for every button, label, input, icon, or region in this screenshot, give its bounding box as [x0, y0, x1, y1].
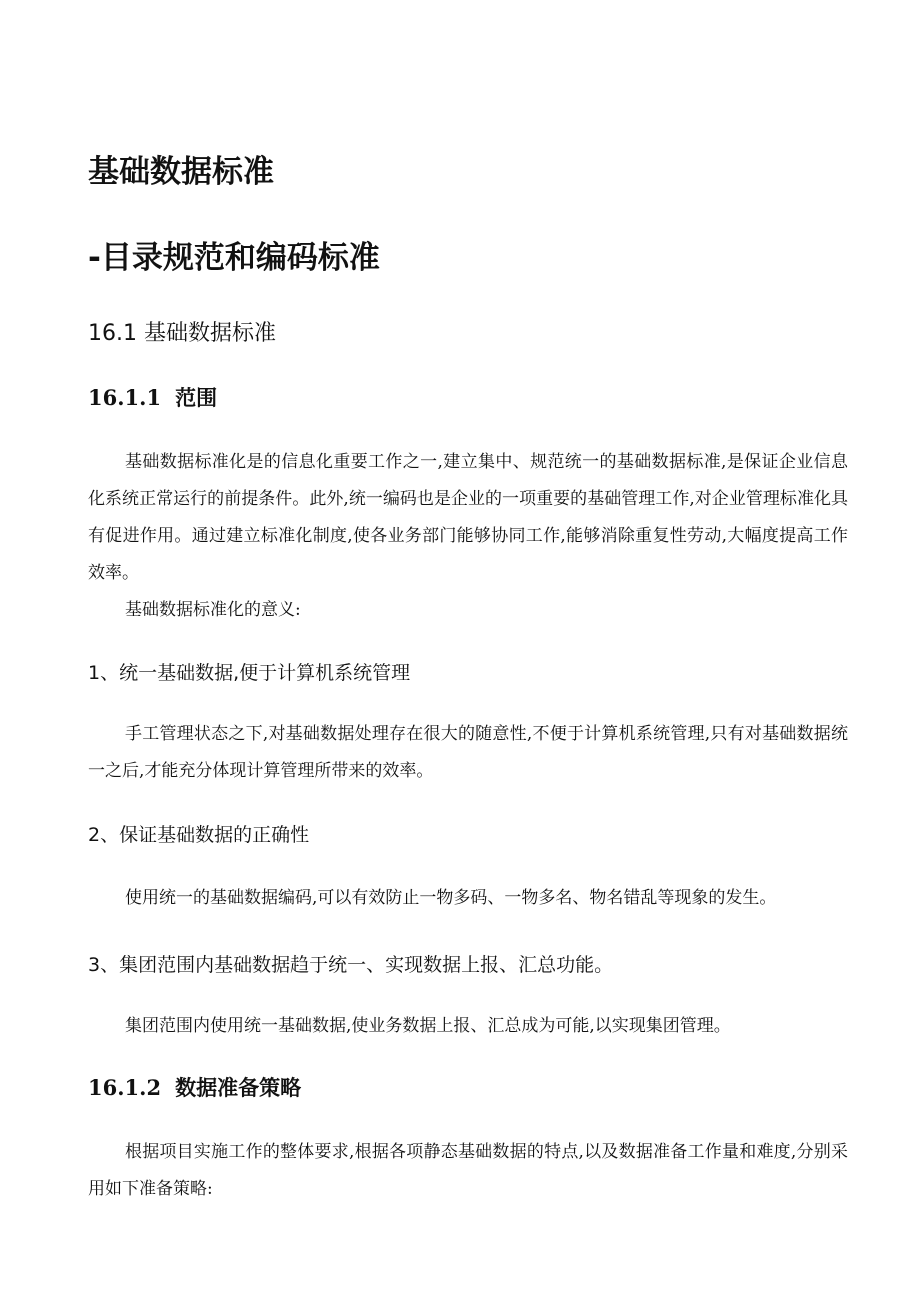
section-title: 范围	[175, 386, 218, 410]
item-heading-3: 3、集团范围内基础数据趋于统一、实现数据上报、汇总功能。	[88, 954, 614, 976]
section-number: 16.1.1	[88, 385, 162, 410]
item-heading-1: 1、统一基础数据,便于计算机系统管理	[88, 662, 411, 684]
section-heading-16-1: 16.1 基础数据标准	[88, 321, 276, 346]
section-title: 数据准备策略	[175, 1076, 302, 1100]
paragraph-strategy: 根据项目实施工作的整体要求,根据各项静态基础数据的特点,以及数据准备工作量和难度,分别采用如下准备策略:	[88, 1142, 848, 1199]
doc-title-line1: 基础数据标准	[88, 154, 274, 190]
item-text-1: 手工管理状态之下,对基础数据处理存在很大的随意性,不便于计算机系统管理,只有对基础数据统一之后,才能充分体现计算管理所带来的效率。	[88, 724, 848, 781]
item-heading-2: 2、保证基础数据的正确性	[88, 824, 310, 846]
section-number: 16.1.2	[88, 1075, 162, 1100]
paragraph-meaning: 基础数据标准化的意义:	[125, 600, 301, 620]
doc-title-line2: -目录规范和编码标准	[88, 240, 380, 276]
item-text-3: 集团范围内使用统一基础数据,使业务数据上报、汇总成为可能,以实现集团管理。	[125, 1016, 731, 1036]
item-text-2: 使用统一的基础数据编码,可以有效防止一物多码、一物多名、物名错乱等现象的发生。	[125, 888, 777, 908]
paragraph-intro: 基础数据标准化是的信息化重要工作之一,建立集中、规范统一的基础数据标准,是保证企业信息化系统正常运行的前提条件。此外,统一编码也是企业的一项重要的基础管理工作,对企业管理标准化具有促进作用。通过建立标准化制度,使各业务部门能够协同工作,能够消除重复性劳动,大幅度提高工作效率。	[88, 452, 848, 583]
section-heading-16-1-2	[88, 1072, 301, 1102]
section-heading-16-1-1	[88, 382, 217, 412]
